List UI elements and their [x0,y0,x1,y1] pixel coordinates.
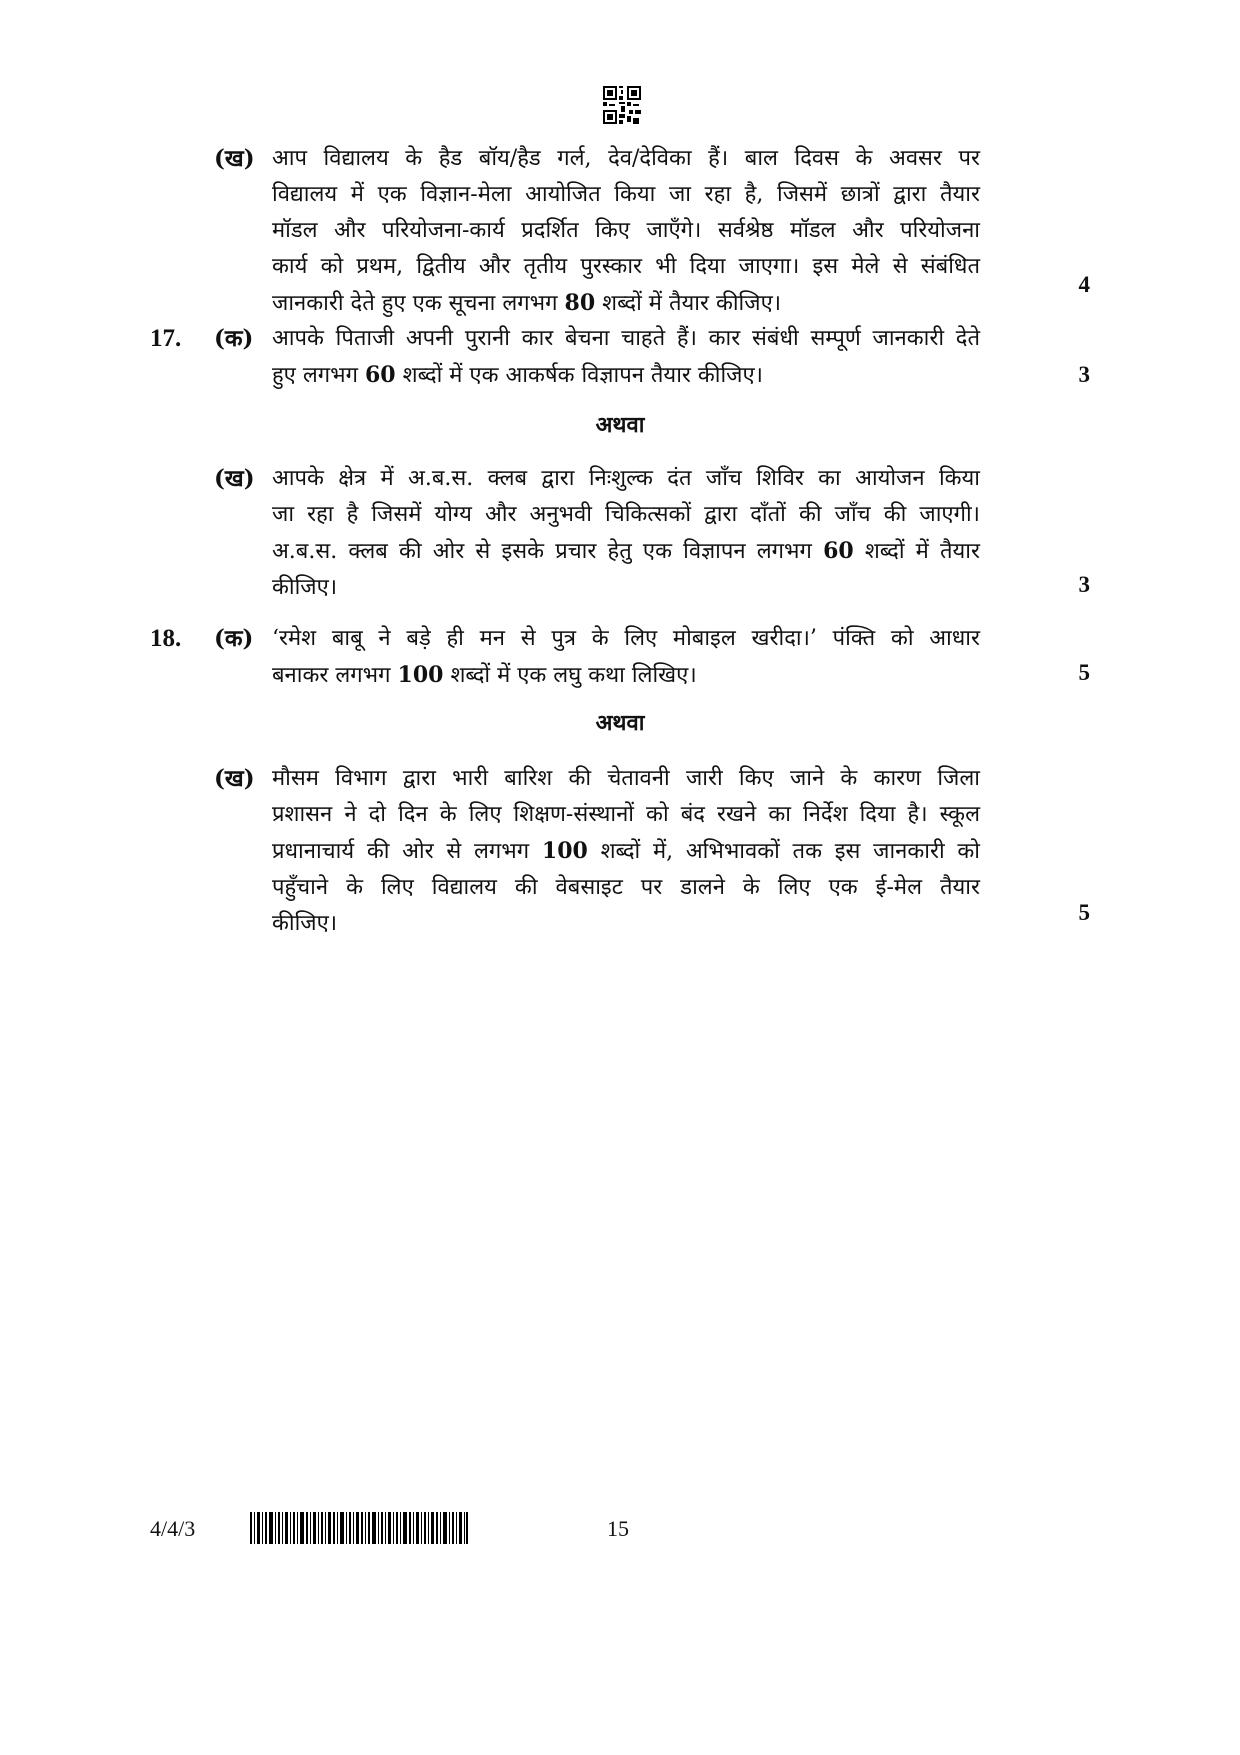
marks: 4 [1078,272,1090,297]
marks: 3 [1078,572,1090,597]
text-line: मॉडल और परियोजना-कार्य प्रदर्शित किए जाएँगे। सर्वश्रेष्ठ मॉडल और परियोजना [272,218,980,243]
sub-label-kha: (ख) [214,765,255,792]
question-number: 18. [150,625,182,652]
text-line-last: कीजिए। [272,911,338,936]
text-line: कार्य को प्रथम, द्वितीय और तृतीय पुरस्कार भी दिया जाएगा। इस मेले से संबंधित [272,254,980,279]
barcode-icon [250,1512,468,1544]
text-line: मौसम विभाग द्वारा भारी बारिश की चेतावनी जारी किए जाने के कारण जिला [272,766,980,791]
text-line: पहुँचाने के लिए विद्यालय की वेबसाइट पर डालने के लिए एक ई-मेल तैयार [272,875,980,900]
text-line: प्रधानाचार्य की ओर से लगभग 100 शब्दों में, अभिभावकों तक इस जानकारी को [272,838,980,864]
marks: 5 [1078,900,1090,925]
text-line: विद्यालय में एक विज्ञान-मेला आयोजित किया जा रहा है, जिसमें छात्रों द्वारा तैयार [272,182,980,207]
text-line-last: जानकारी देते हुए एक सूचना लगभग 80 शब्दों में तैयार कीजिए। [272,290,782,316]
marks: 3 [1078,362,1090,387]
text-line-last: बनाकर लगभग 100 शब्दों में एक लघु कथा लिखिए। [272,662,697,688]
text-line: आप विद्यालय के हैड बॉय/हैड गर्ल, देव/देविका हैं। बाल दिवस के अवसर पर [272,146,980,171]
sub-label-ka: (क) [214,625,254,652]
question-16b-text [272,144,980,319]
text-line-last: कीजिए। [272,575,338,600]
text-line: ‘रमेश बाबू ने बड़े ही मन से पुत्र के लिए मोबाइल खरीदा।’ पंक्ति को आधार [272,626,980,651]
text-line: प्रशासन ने दो दिन के लिए शिक्षण-संस्थानों को बंद रखने का निर्देश दिया है। स्कूल [272,802,980,827]
question-17b-text [272,464,980,603]
or-divider: अथवा [595,412,645,438]
page-number: 15 [607,1516,629,1541]
text-line-last: हुए लगभग 60 शब्दों में एक आकर्षक विज्ञापन तैयार कीजिए। [272,362,764,388]
paper-code: 4/4/3 [150,1516,196,1541]
qr-code-icon [603,86,641,124]
question-number: 17. [150,325,182,352]
marks: 5 [1078,660,1090,685]
text-line: अ.ब.स. क्लब की ओर से इसके प्रचार हेतु एक विज्ञापन लगभग 60 शब्दों में तैयार [272,538,980,564]
question-18b-text [272,764,980,939]
sub-label-ka: (क) [214,325,254,352]
sub-label-kha: (ख) [214,145,255,172]
sub-label-kha: (ख) [214,465,255,492]
text-line: आपके क्षेत्र में अ.ब.स. क्लब द्वारा निःशुल्क दंत जाँच शिविर का आयोजन किया [272,466,980,491]
question-17a-text [272,324,980,391]
text-line: आपके पिताजी अपनी पुरानी कार बेचना चाहते हैं। कार संबंधी सम्पूर्ण जानकारी देते [272,326,980,351]
or-divider: अथवा [595,710,645,736]
text-line: जा रहा है जिसमें योग्य और अनुभवी चिकित्सकों द्वारा दाँतों की जाँच की जाएगी। [272,502,980,527]
question-18a-text [272,624,980,691]
